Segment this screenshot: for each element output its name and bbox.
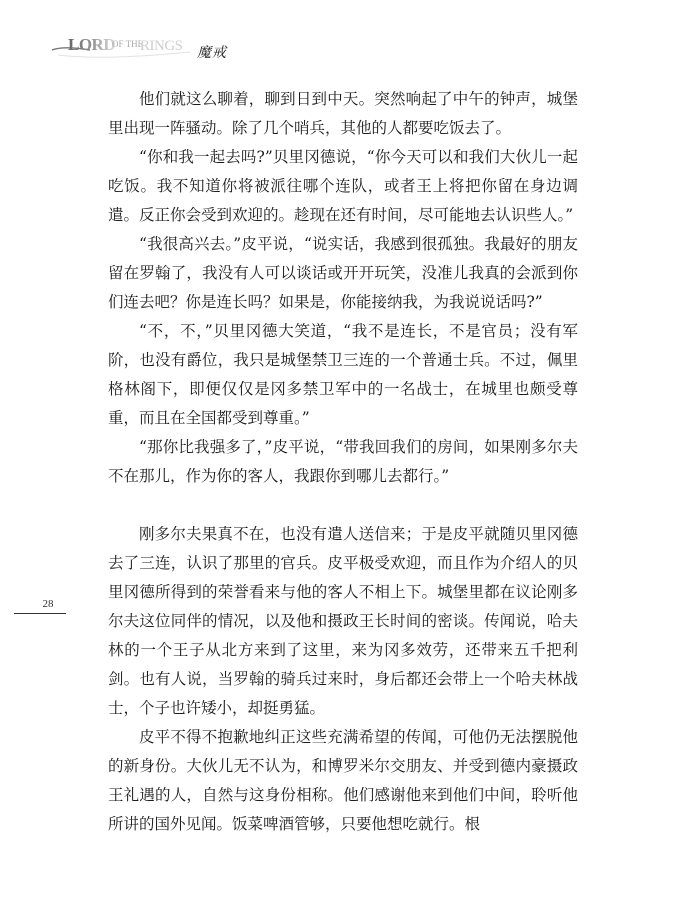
paragraph: 他们就这么聊着，聊到日到中天。突然响起了中午的钟声，城堡里出现一阵骚动。除了几个哨兵，其他的人都要吃饭去了。 — [108, 90, 578, 137]
page-number: 28 — [42, 598, 54, 610]
section-break — [108, 491, 578, 520]
paragraph: “我很高兴去。”皮平说，“说实话，我感到很孤独。我最好的朋友留在罗翰了，我没有人可以谈话或开开玩笑，没准儿我真的会派到你们连去吧？你是连长吗？如果是，你能接纳我，为我说说话吗?” — [108, 235, 578, 311]
svg-text:RINGS: RINGS — [140, 38, 183, 54]
lotr-logo-icon — [50, 28, 200, 62]
svg-text:OF THE: OF THE — [112, 39, 144, 49]
paragraph: 皮平不得不抱歉地纠正这些充满希望的传闻，可他仍无法摆脱他的新身份。大伙儿无不认为，和博罗米尔交朋友、并受到德内豪摄政王礼遇的人，自然与这身份相称。他们感谢他来到他们中间，聆听他所讲的国外见闻。饭菜啤酒管够，只要他想吃就行。根 — [108, 728, 578, 833]
body-text — [108, 85, 578, 839]
book-title: 魔戒 — [197, 45, 227, 61]
svg-text:LORD: LORD — [68, 35, 116, 54]
running-header — [50, 28, 310, 68]
page-number-rule — [14, 613, 66, 614]
paragraph: “那你比我强多了，”皮平说，“带我回我们的房间，如果刚多尔夫不在那儿，作为你的客人，我跟你到哪儿去都行。” — [108, 438, 578, 485]
paragraph: 刚多尔夫果真不在，也没有遣人送信来；于是皮平就随贝里冈德去了三连，认识了那里的官兵。皮平极受欢迎，而且作为介绍人的贝里冈德所得到的荣誉看来与他的客人不相上下。城堡里都在议论刚多尔夫这位同伴的情况，以及他和摄政王长时间的密谈。传闻说，哈夫林的一个王子从北方来到了这里，来为冈多效劳，还带来五千把利剑。也有人说，当罗翰的骑兵过来时，身后都还会带上一个哈夫林战士，个子也许矮小，却挺勇猛。 — [108, 525, 578, 717]
paragraph: “不，不，”贝里冈德大笑道，“我不是连长，不是官员；没有军阶，也没有爵位，我只是城堡禁卫三连的一个普通士兵。不过，佩里格林阁下，即便仅仅是冈多禁卫军中的一名战士，在城里也颇受尊重，而且在全国都受到尊重。” — [108, 322, 578, 427]
paragraph: “你和我一起去吗?”贝里冈德说，“你今天可以和我们大伙儿一起吃饭。我不知道你将被派往哪个连队，或者王上将把你留在身边调遣。反正你会受到欢迎的。趁现在还有时间，尽可能地去认识些人。” — [108, 148, 578, 224]
